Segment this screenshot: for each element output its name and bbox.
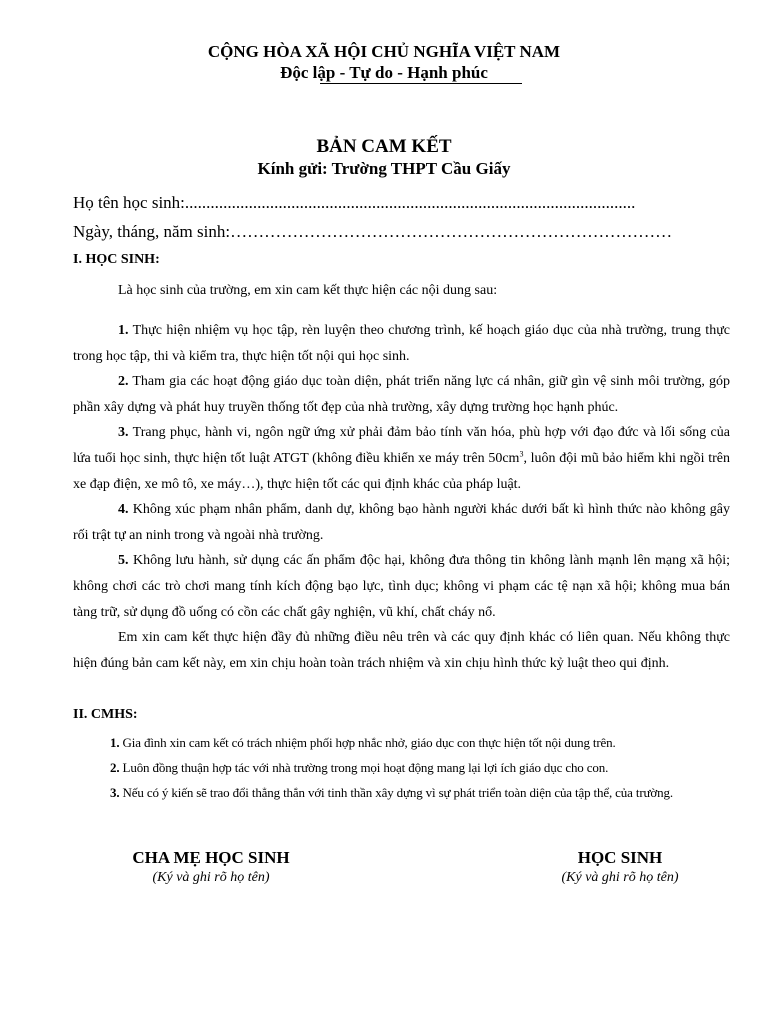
item-text: Thực hiện nhiệm vụ học tập, rèn luyện theo chương trình, kế hoạch giáo dục của nhà trường, trung thực trong học tập, thi và kiểm tra, thực hiện tốt nội qui học sinh.: [73, 323, 730, 364]
item-superscript: 3: [519, 449, 524, 459]
section-student-heading: I. HỌC SINH:: [73, 252, 160, 267]
item-number: 4.: [118, 502, 129, 518]
item-number: 5.: [118, 553, 129, 569]
motto-underline: [320, 83, 522, 84]
commitment-item-2: [73, 369, 730, 420]
item-text: Luôn đồng thuận hợp tác với nhà trường trong mọi hoạt động mang lại lợi ích giáo dục cho con.: [119, 760, 609, 775]
item-text: Nếu có ý kiến sẽ trao đổi thẳng thắn với tinh thần xây dựng vì sự phát triển toàn diện của tập thể, của trường.: [119, 785, 673, 800]
commitment-item-1: [73, 318, 730, 369]
birth-date-field: Ngày, tháng, năm sinh:……………………………………………………………………: [73, 222, 673, 241]
parent-signature-title: CHA MẸ HỌC SINH: [132, 848, 290, 867]
item-number: 1.: [110, 735, 120, 750]
item-number: 1.: [118, 323, 129, 338]
section-student-intro: Là học sinh của trường, em xin cam kết thực hiện các nội dung sau:: [118, 283, 498, 298]
national-title: CỘNG HÒA XÃ HỘI CHỦ NGHĨA VIỆT NAM: [207, 42, 561, 61]
commitment-item-3: [73, 420, 730, 497]
student-signature-note: (Ký và ghi rõ họ tên): [561, 870, 679, 885]
item-text: Gia đình xin cam kết có trách nhiệm phối hợp nhắc nhở, giáo dục con thực hiện tốt nội dung trên.: [119, 735, 616, 750]
item-text-after: , luôn đội mũ bảo hiểm khi ngồi trên xe đạp điện, xe mô tô, xe máy…), thực hiện tốt các qui định khác của pháp luật.: [73, 450, 730, 492]
item-text: Không xúc phạm nhân phẩm, danh dự, không bạo hành người khác dưới bất kì hình thức nào không gây rối trật tự an ninh trong và ngoài nhà trường.: [73, 502, 730, 543]
item-number: 2.: [110, 760, 120, 775]
item-number: 3.: [118, 425, 129, 441]
commitment-closing: Em xin cam kết thực hiện đầy đủ những điều nêu trên và các quy định khác có liên quan. Nếu không thực hiện đúng bản cam kết này, em xin chịu hoàn toàn trách nhiệm và xin chịu hình thức kỷ luật theo qui định.: [73, 630, 730, 671]
item-number: 2.: [118, 374, 129, 390]
section-parent-heading: II. CMHS:: [73, 707, 138, 722]
commitment-item-5: [73, 548, 730, 625]
student-signature-block: [520, 848, 720, 886]
parent-signature-note: (Ký và ghi rõ họ tên): [152, 870, 270, 885]
student-commitment-list: [73, 318, 730, 676]
item-text: Không lưu hành, sử dụng các ấn phẩm độc hại, không đưa thông tin không lành mạnh lên mạng xã hội; không chơi các trò chơi mang tính kích động bạo lực, tình dục; không vi phạm các tệ nạn xã hội; không mua bán tàng trữ, sử dụng đồ uống có cồn các chất gây nghiện, vũ khí, chất cháy nổ.: [73, 553, 730, 620]
parent-commitment-list: [110, 730, 730, 805]
parent-item-2: [110, 755, 730, 780]
recipient-line: Kính gửi: Trường THPT Cầu Giấy: [257, 159, 511, 178]
commitment-item-4: [73, 497, 730, 548]
parent-item-3: [110, 780, 730, 805]
item-number: 3.: [110, 785, 120, 800]
item-text-before: Trang phục, hành vi, ngôn ngữ ứng xử phải đảm bảo tính văn hóa, phù hợp với đạo đức và lối sống của lứa tuổi học sinh, thực hiện tốt luật ATGT (không điều khiển xe máy trên 50cm: [73, 425, 730, 466]
student-name-field: Họ tên học sinh:..........................................................................................................: [73, 193, 636, 212]
item-text: Tham gia các hoạt động giáo dục toàn diện, phát triển năng lực cá nhân, giữ gìn vệ sinh môi trường, góp phần xây dựng và phát huy truyền thống tốt đẹp của nhà trường, xây dựng trường học hạnh phúc.: [73, 374, 730, 415]
student-signature-title: HỌC SINH: [577, 848, 663, 867]
national-motto: Độc lập - Tự do - Hạnh phúc: [280, 63, 488, 82]
document-title: BẢN CAM KẾT: [316, 136, 452, 157]
parent-item-1: [110, 730, 730, 755]
parent-signature-block: [106, 848, 316, 886]
